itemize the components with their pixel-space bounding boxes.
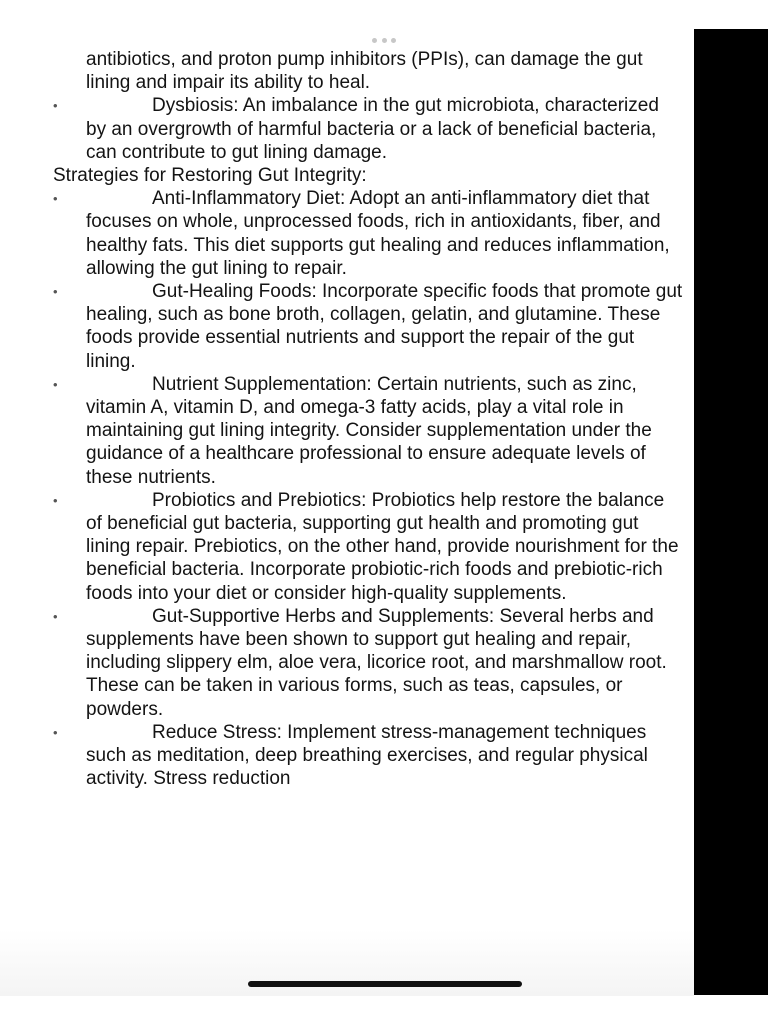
bullet-icon: •: [53, 724, 58, 740]
bullet-icon: •: [53, 376, 58, 392]
list-item: [53, 187, 683, 280]
home-indicator[interactable]: [248, 981, 522, 987]
bullet-icon: •: [53, 98, 58, 114]
list-item-text: Anti-Inflammatory Diet: Adopt an anti-inflammatory diet that focuses on whole, unprocessed foods, rich in antioxidants, fiber, and healthy fats. This diet supports gut healing and reduces inflammation, allowing the gut lining to repair.: [86, 188, 670, 279]
list-item: [53, 373, 683, 489]
list-item-text: Dysbiosis: An imbalance in the gut microbiota, characterized by an overgrowth of harmful bacteria or a lack of beneficial bacteria, can contribute to gut lining damage.: [86, 95, 659, 163]
bullet-icon: •: [53, 492, 58, 508]
list-item-text: Nutrient Supplementation: Certain nutrients, such as zinc, vitamin A, vitamin D, and omega-3 fatty acids, play a vital role in maintaining gut lining integrity. Consider supplementation under the guidance of a healthcare professional to ensure adequate levels of these nutrients.: [86, 373, 652, 488]
list-item-text: Reduce Stress: Implement stress-management techniques such as meditation, deep breathing exercises, and regular physical activity. Stress reduction: [86, 721, 648, 790]
list-item-dysbiosis: [53, 94, 683, 164]
list-item-text: Gut-Healing Foods: Incorporate specific foods that promote gut healing, such as bone broth, collagen, gelatin, and glutamine. These foods provide essential nutrients and support the repair of the gut lining.: [86, 281, 683, 372]
list-item: [53, 721, 683, 791]
document-body: [53, 48, 683, 791]
bullet-icon: •: [53, 284, 58, 300]
list-item-text: Probiotics and Prebiotics: Probiotics help restore the balance of beneficial gut bacteria, supporting gut health and promoting gut lining repair. Prebiotics, on the other hand, provide nourishment for the beneficial bacteria. Incorporate probiotic-rich foods and prebiotic-rich foods into your diet or consider high-quality supplements.: [86, 489, 679, 604]
continuation-paragraph: antibiotics, and proton pump inhibitors (PPIs), can damage the gut lining and impair its ability to heal.: [86, 49, 643, 94]
list-item: [53, 489, 683, 605]
list-item-text: Gut-Supportive Herbs and Supplements: Several herbs and supplements have been shown to support gut healing and repair, including slippery elm, aloe vera, licorice root, and marshmallow root. These can be taken in various forms, such as teas, capsules, or powders.: [86, 605, 667, 720]
list-item: [53, 280, 683, 373]
bullet-icon: •: [53, 191, 58, 207]
more-options-icon[interactable]: [372, 36, 396, 44]
section-heading: Strategies for Restoring Gut Integrity:: [53, 165, 367, 187]
bullet-icon: •: [53, 608, 58, 624]
side-panel-edge: [694, 29, 768, 995]
list-item: [53, 605, 683, 721]
